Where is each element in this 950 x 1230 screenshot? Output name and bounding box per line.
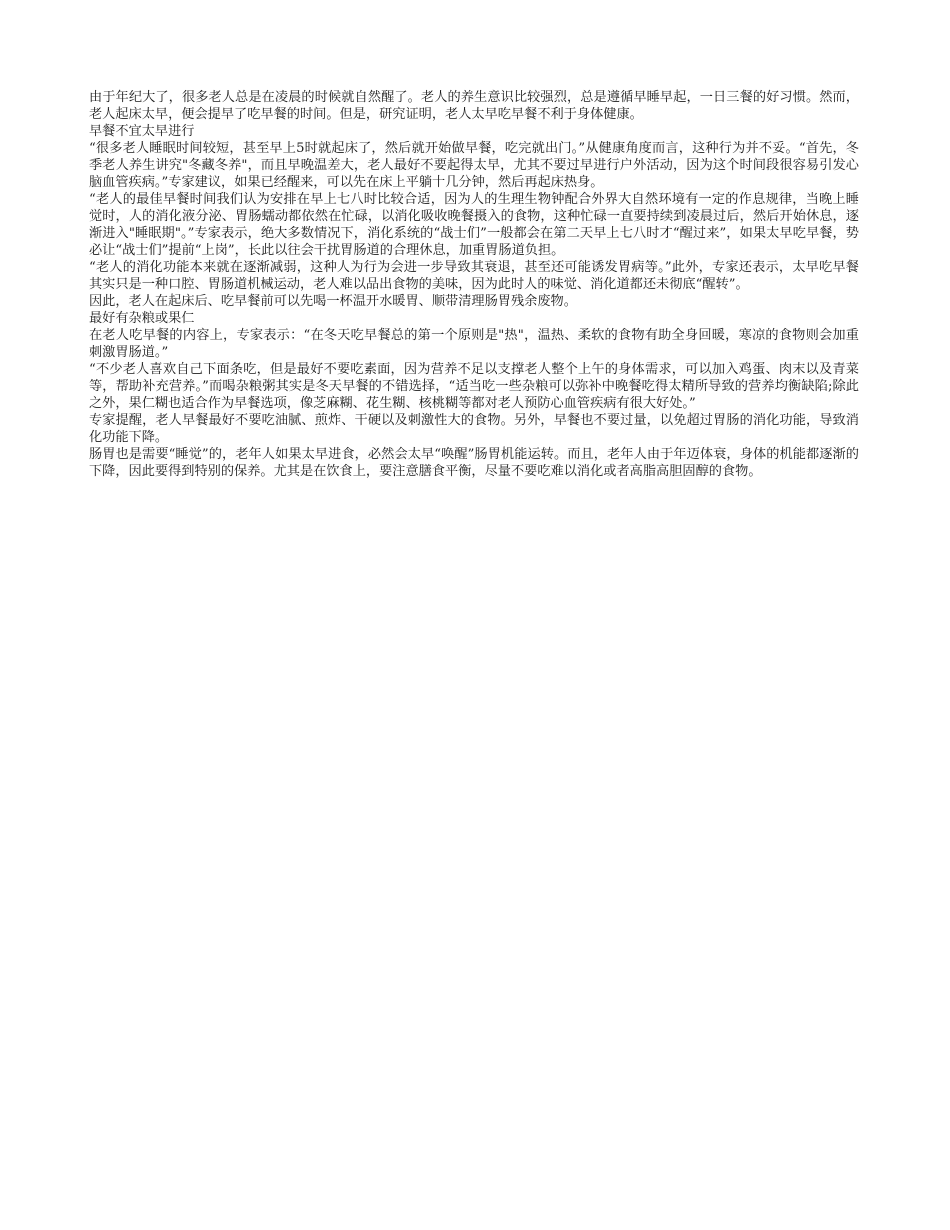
paragraph: 专家提醒，老人早餐最好不要吃油腻、煎炸、干硬以及刺激性大的食物。另外，早餐也不要过量，以免超过胃肠的消化功能，导致消化功能下降。 xyxy=(89,413,859,445)
paragraph-conclusion: 肠胃也是需要“睡觉”的，老年人如果太早进食，必然会太早“唤醒”肠胃机能运转。而且，老年人由于年迈体衰，身体的机能都逐渐的下降，因此要得到特别的保养。尤其是在饮食上，要注意膳食平衡，尽量不要吃难以消化或者高脂高胆固醇的食物。 xyxy=(89,447,859,479)
section-heading-grains-nuts: 最好有杂粮或果仁 xyxy=(89,311,195,326)
paragraph: 因此，老人在起床后、吃早餐前可以先喝一杯温开水暖胃、顺带清理肠胃残余废物。 xyxy=(89,294,577,309)
paragraph: “老人的最佳早餐时间我们认为安排在早上七八时比较合适，因为人的生理生物钟配合外界大自然环境有一定的作息规律，当晚上睡觉时，人的消化液分泌、胃肠蠕动都依然在忙碌，以消化吸收晚餐摄入的食物，这种忙碌一直要持续到凌晨过后，然后开始休息，逐渐进入"睡眠期"。”专家表示，绝大多数情况下，消化系统的“战士们”一般都会在第二天早上七八时才“醒过来”，如果太早吃早餐，势必让“战士们”提前“上岗”，长此以往会干扰胃肠道的合理休息，加重胃肠道负担。 xyxy=(89,192,859,258)
paragraph-intro: 由于年纪大了，很多老人总是在凌晨的时候就自然醒了。老人的养生意识比较强烈，总是遵循早睡早起，一日三餐的好习惯。然而，老人起床太早，便会提早了吃早餐的时间。但是，研究证明，老人太早吃早餐不利于身体健康。 xyxy=(89,90,859,122)
article-body xyxy=(89,89,859,480)
paragraph: 在老人吃早餐的内容上，专家表示：“在冬天吃早餐总的第一个原则是"热"，温热、柔软的食物有助全身回暖，寒凉的食物则会加重刺激胃肠道。” xyxy=(89,328,859,360)
paragraph: “很多老人睡眠时间较短，甚至早上5时就起床了，然后就开始做早餐，吃完就出门。”从健康角度而言，这种行为并不妥。“首先，冬季老人养生讲究"冬藏冬养"，而且早晚温差大，老人最好不要起得太早，尤其不要过早进行户外活动，因为这个时间段很容易引发心脑血管疾病。”专家建议，如果已经醒来，可以先在床上平躺十几分钟，然后再起床热身。 xyxy=(89,141,859,190)
section-heading-breakfast-timing: 早餐不宜太早进行 xyxy=(89,124,195,139)
paragraph: “不少老人喜欢自己下面条吃，但是最好不要吃素面，因为营养不足以支撑老人整个上午的身体需求，可以加入鸡蛋、肉末以及青菜等，帮助补充营养。”而喝杂粮粥其实是冬天早餐的不错选择，“适当吃一些杂粮可以弥补中晚餐吃得太精所导致的营养均衡缺陷;除此之外，果仁糊也适合作为早餐选项，像芝麻糊、花生糊、核桃糊等都对老人预防心血管疾病有很大好处。” xyxy=(89,362,859,411)
paragraph: “老人的消化功能本来就在逐渐减弱，这种人为行为会进一步导致其衰退，甚至还可能诱发胃病等。”此外，专家还表示，太早吃早餐其实只是一种口腔、胃肠道机械运动，老人难以品出食物的美味，因为此时人的味觉、消化道都还未彻底“醒转”。 xyxy=(89,260,859,292)
